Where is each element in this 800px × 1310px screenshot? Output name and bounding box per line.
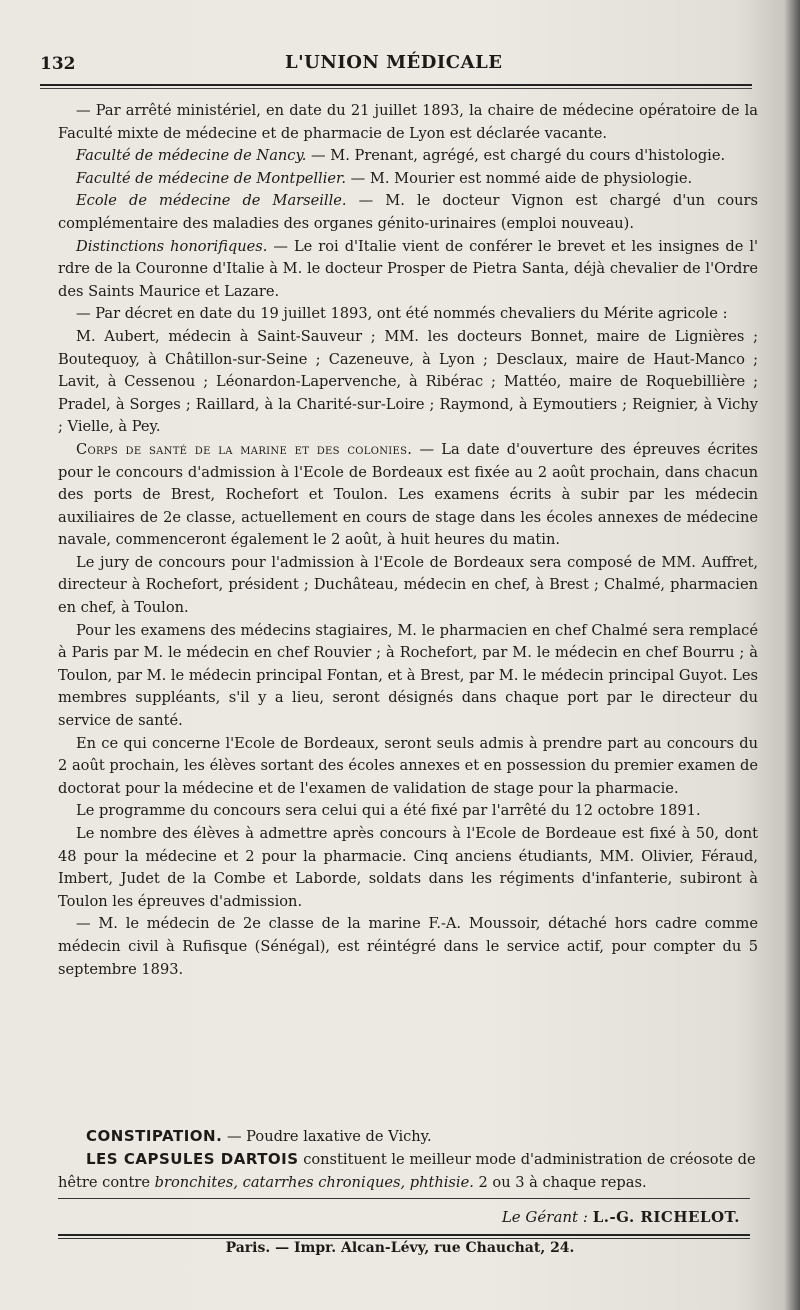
journal-title: L'UNION MÉDICALE [285, 52, 503, 73]
paragraph-merite: — Par décret en date du 19 juillet 1893, ont été nommés chevaliers du Mérite agricole : [76, 305, 728, 323]
marseille-lead: Ecole de médecine de Marseille. [76, 192, 347, 210]
paragraph-distinctions [58, 236, 758, 304]
header-rule [40, 84, 752, 86]
advert-dartois-text: constituent le meilleur mode d'administration de créosote de hêtre contre [58, 1151, 756, 1191]
paragraph-nancy [58, 145, 758, 168]
corps-text: — La date d'ouverture des épreuves écrites pour le concours d'admission à l'Ecole de Bordeaux est fixée au 2 août prochain, dans chacun des ports de Brest, Rochefort et Toulon. Les examens écrits à subir par les médecin auxiliaires de 2e classe, actuellement en cours de stage dans les écoles annexes de médecine navale, commenceront également le 2 août, à huit heures du matin. [58, 440, 758, 549]
page-number: 132 [40, 54, 76, 74]
marseille-text: — M. le docteur Vignon est chargé d'un cours complémentaire des maladies des organes génito-urinaires (emploi nouveau). [58, 192, 758, 232]
advert-dartois-lead: LES CAPSULES DARTOIS [86, 1150, 299, 1168]
montpellier-lead: Faculté de médecine de Montpellier. [76, 169, 347, 187]
advert-dartois-italic: bronchites, catarrhes chroniques, phthisie. [154, 1173, 474, 1191]
imprint-line: Paris. — Impr. Alcan-Lévy, rue Chauchat, 24. [225, 1240, 575, 1256]
distinctions-text: — Le roi d'Italie vient de conférer le brevet et les insignes de l' rdre de la Couronne d'Italie à M. le docteur Prosper de Pietra Santa, déjà chevalier de l'Ordre des Saints Maurice et Lazare. [58, 237, 758, 300]
paragraph-marseille [58, 190, 758, 235]
paragraph-bordeaux: En ce qui concerne l'Ecole de Bordeaux, seront seuls admis à prendre part au concours du 2 août prochain, les élèves sortant des écoles annexes et en possession du premier examen de doctorat pour la médecine et de l'examen de validation de stage pour la pharmacie. [58, 734, 758, 797]
gerant-label: Le Gérant : [501, 1208, 588, 1226]
header-rule-thin [40, 88, 752, 89]
footer-rule-thick [58, 1234, 750, 1236]
advert-constipation-text: — Poudre laxative de Vichy. [222, 1128, 432, 1145]
paragraph-montpellier [58, 168, 758, 191]
paragraph-moussoir: — M. le médecin de 2e classe de la marine F.-A. Moussoir, détaché hors cadre comme médecin civil à Rufisque (Sénégal), est réintégré dans le service actif, pour compter du 5 septembre 1893. [58, 915, 758, 978]
advert-constipation-lead: CONSTIPATION. [86, 1127, 223, 1145]
paragraph-lyon: — Par arrêté ministériel, en date du 21 juillet 1893, la chaire de médecine opératoire de la Faculté mixte de médecine et de pharmacie de Lyon est déclarée vacante. [58, 102, 758, 142]
gerant-name: L.-G. RICHELOT. [592, 1208, 740, 1226]
nancy-text: — M. Prenant, agrégé, est chargé du cours d'histologie. [306, 147, 726, 165]
page-header [40, 48, 755, 88]
paragraph-corps [58, 439, 758, 552]
montpellier-text: — M. Mourier est nommé aide de physiologie. [346, 169, 693, 187]
paragraph-programme: Le programme du concours sera celui qui a été fixé par l'arrêté du 12 octobre 1891. [76, 802, 701, 820]
paragraph-names: M. Aubert, médecin à Saint-Sauveur ; MM. les docteurs Bonnet, maire de Lignières ; Boutequoy, à Châtillon-sur-Seine ; Cazeneuve, à Lyon ; Desclaux, maire de Haut-Manco ; Lavit, à Cessenou ; Léonardon-Lapervenche, à Ribérac ; Mattéo, maire de Roquebillière ; Pradel, à Sorges ; Raillard, à la Charité-sur-Loire ; Raymond, à Eymoutiers ; Reignier, à Vichy ; Vielle, à Pey. [58, 327, 758, 436]
footer-rule-thin [58, 1238, 750, 1239]
distinctions-lead: Distinctions honorifiques. [76, 237, 268, 255]
corps-lead: Corps de santé de la marine et des colonies. [76, 440, 413, 458]
paragraph-nombre: Le nombre des élèves à admettre après concours à l'Ecole de Bordeaue est fixé à 50, dont 48 pour la médecine et 2 pour la pharmacie. Cinq anciens étudiants, MM. Olivier, Féraud, Imbert, Judet de la Combe et Laborde, soldats dans les régiments d'infanterie, subiront à Toulon les épreuves d'admission. [58, 825, 758, 910]
paragraph-jury: Le jury de concours pour l'admission à l'Ecole de Bordeaux sera composé de MM. Auffret, directeur à Rochefort, président ; Duchâteau, médecin en chef, à Brest ; Chalmé, pharmacien en chef, à Toulon. [58, 553, 758, 617]
gerant-line [502, 1208, 740, 1226]
advert-dartois [58, 1148, 758, 1194]
nancy-lead: Faculté de médecine de Nancy. [76, 147, 307, 165]
article-body [58, 100, 758, 981]
paragraph-examens: Pour les examens des médecins stagiaires, M. le pharmacien en chef Chalmé sera remplacé à Paris par M. le médecin en chef Rouvier ; à Rochefort, par M. le médecin en chef Bourru ; à Toulon, par M. le médecin principal Fontan, et à Brest, par M. le médecin principal Guyot. Les membres suppléants, s'il y a lieu, seront désignés dans chaque port par le directeur du service de santé. [58, 621, 758, 730]
footer-rule [58, 1198, 750, 1199]
advert-constipation [58, 1125, 758, 1149]
advert-dartois-end: 2 ou 3 à chaque repas. [473, 1173, 647, 1191]
